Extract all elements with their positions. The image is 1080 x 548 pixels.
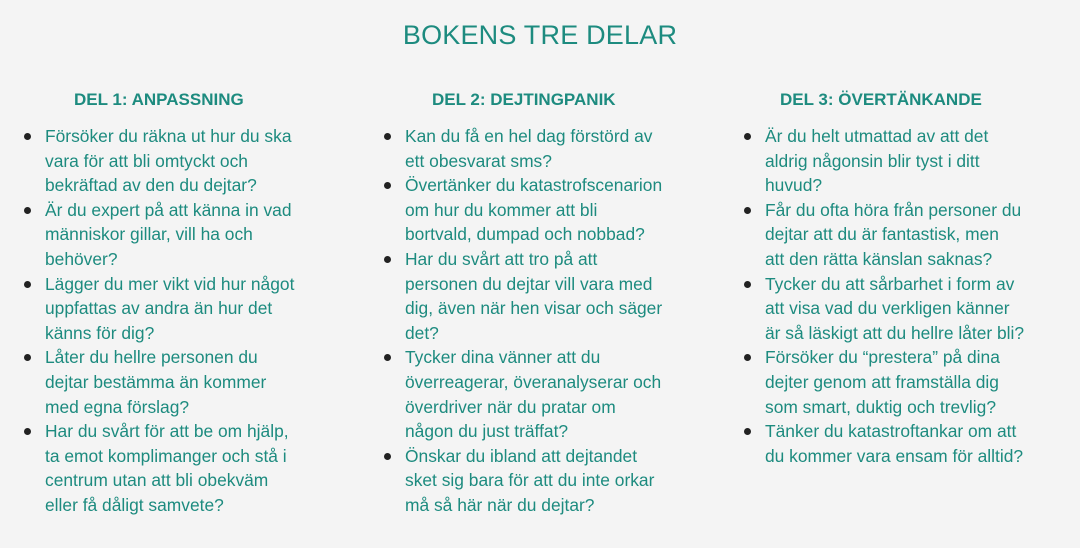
list-item	[24, 272, 344, 346]
question-list	[744, 124, 1064, 468]
item-line: med egna förslag?	[45, 396, 190, 417]
item-line: Försöker du räkna ut hur du ska	[45, 126, 292, 146]
column-del-2	[384, 90, 704, 518]
item-line: Försöker du “prestera” på dina	[765, 347, 1000, 368]
item-line: dejtar bestämma än kommer	[45, 371, 267, 392]
list-item	[384, 124, 704, 173]
bullet-icon	[24, 133, 31, 140]
question-list	[24, 124, 344, 518]
item-line: vara för att bli omtyckt och	[45, 150, 248, 171]
item-line: överreagerar, överanalyserar och	[405, 371, 662, 392]
item-line: personen du dejtar vill vara med	[405, 273, 653, 294]
item-line: överdriver när du pratar om	[405, 396, 616, 417]
question-list	[384, 124, 704, 518]
item-line: Är du helt utmattad av att det	[765, 126, 989, 146]
bullet-icon	[384, 453, 391, 460]
bullet-icon	[384, 256, 391, 263]
list-item	[744, 272, 1064, 346]
item-line: någon du just träffat?	[405, 421, 569, 442]
item-line: Lägger du mer vikt vid hur något	[45, 273, 295, 294]
item-line: Tycker dina vänner att du	[405, 347, 601, 368]
item-line: Övertänker du katastrofscenarion	[405, 175, 663, 196]
bullet-icon	[24, 354, 31, 361]
bullet-icon	[384, 354, 391, 361]
item-line: ta emot komplimanger och stå i	[45, 445, 287, 466]
item-line: att visa vad du verkligen känner	[765, 298, 1010, 319]
item-line: människor gillar, vill ha och	[45, 224, 253, 245]
column-heading: DEL 2: DEJTINGPANIK	[432, 90, 616, 109]
column-del-3	[744, 90, 1064, 468]
item-line: om hur du kommer att bli	[405, 199, 598, 220]
item-line: dejter genom att framställa dig	[765, 371, 999, 392]
bullet-icon	[384, 133, 391, 140]
item-line: känns för dig?	[45, 322, 155, 343]
item-line: behöver?	[45, 248, 118, 269]
item-line: Har du svårt att tro på att	[405, 248, 598, 269]
item-line: huvud?	[765, 175, 823, 196]
column-heading: DEL 1: ANPASSNING	[74, 90, 244, 109]
column-del-1	[24, 90, 344, 518]
bullet-icon	[744, 354, 751, 361]
item-line: Kan du få en hel dag förstörd av	[405, 126, 653, 146]
item-line: eller få dåligt samvete?	[45, 494, 224, 515]
list-item	[24, 198, 344, 272]
list-item	[24, 124, 344, 198]
item-line: bortvald, dumpad och nobbad?	[405, 224, 645, 245]
item-line: Tänker du katastroftankar om att	[765, 421, 1017, 442]
bullet-icon	[744, 428, 751, 435]
item-line: aldrig någonsin blir tyst i ditt	[765, 150, 980, 171]
bullet-icon	[24, 207, 31, 214]
item-line: Får du ofta höra från personer du	[765, 199, 1022, 220]
item-line: må så här när du dejtar?	[405, 494, 595, 515]
item-line: dig, även när hen visar och säger	[405, 298, 663, 319]
item-line: ett obesvarat sms?	[405, 150, 552, 171]
list-item	[744, 198, 1064, 272]
list-item	[744, 124, 1064, 198]
list-item	[384, 173, 704, 247]
item-line: du kommer vara ensam för alltid?	[765, 445, 1024, 466]
list-item	[24, 345, 344, 419]
bullet-icon	[744, 133, 751, 140]
item-line: Har du svårt för att be om hjälp,	[45, 421, 289, 442]
bullet-icon	[24, 281, 31, 288]
page-title: BOKENS TRE DELAR	[402, 20, 678, 50]
item-line: centrum utan att bli obekväm	[45, 470, 269, 491]
list-item	[744, 345, 1064, 419]
item-line: bekräftad av den du dejtar?	[45, 175, 257, 196]
list-item	[744, 419, 1064, 468]
item-line: det?	[405, 322, 439, 343]
list-item	[384, 345, 704, 443]
item-line: Tycker du att sårbarhet i form av	[765, 273, 1015, 294]
item-line: Önskar du ibland att dejtandet	[405, 445, 638, 466]
item-line: sket sig bara för att du inte orkar	[405, 470, 655, 491]
column-heading: DEL 3: ÖVERTÄNKANDE	[780, 90, 982, 109]
item-line: att den rätta känslan saknas?	[765, 248, 993, 269]
item-line: dejtar att du är fantastisk, men	[765, 224, 999, 245]
list-item	[384, 444, 704, 518]
list-item	[384, 247, 704, 345]
bullet-icon	[384, 182, 391, 189]
bullet-icon	[24, 428, 31, 435]
item-line: är så läskigt att du hellre låter bli?	[765, 322, 1025, 343]
item-line: som smart, duktig och trevlig?	[765, 396, 996, 417]
item-line: uppfattas av andra än hur det	[45, 298, 273, 319]
item-line: Är du expert på att känna in vad	[45, 199, 292, 220]
item-line: Låter du hellre personen du	[45, 347, 258, 368]
list-item	[24, 419, 344, 517]
bullet-icon	[744, 207, 751, 214]
bullet-icon	[744, 281, 751, 288]
